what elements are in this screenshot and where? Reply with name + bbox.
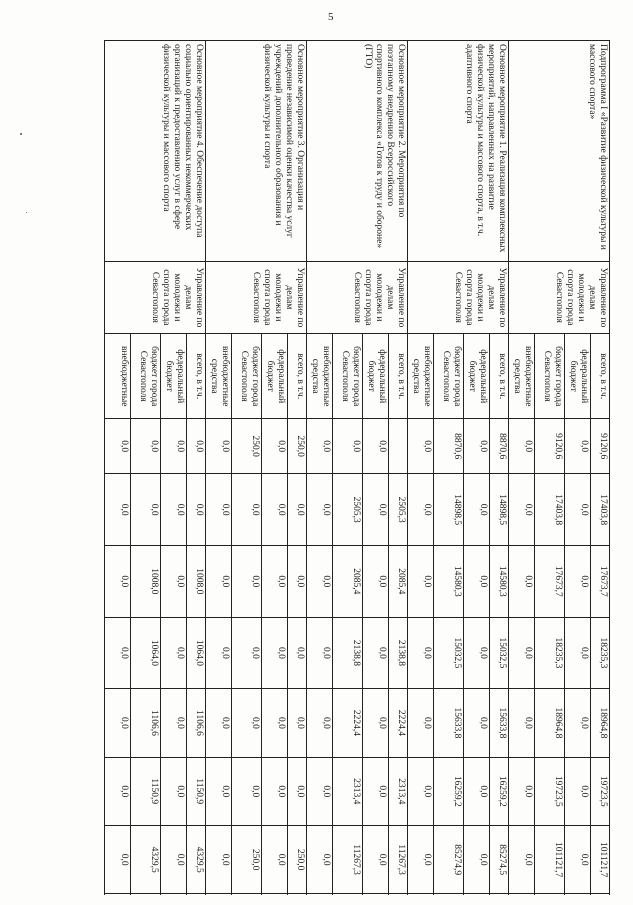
funding-source-cell: всего, в т.ч. [591,334,610,419]
amount-cell: 2505,3 [389,474,408,546]
amount-cell: 0,0 [187,474,206,546]
scan-speck [20,133,22,135]
amount-cell: 14580,3 [490,545,509,617]
amount-cell: 0,0 [464,825,490,893]
table-row [490,41,509,896]
amount-cell: 0,0 [333,419,363,474]
empty-cell [187,894,206,895]
amount-cell: 2085,4 [333,545,363,617]
empty-cell [490,894,509,895]
amount-cell: 2138,8 [333,617,363,689]
amount-cell: 19723,5 [535,757,565,825]
amount-cell: 0,0 [262,474,288,546]
amount-cell: 0,0 [307,825,333,893]
amount-cell: 0,0 [288,617,307,689]
table-row [389,41,408,896]
amount-cell: 14898,5 [490,474,509,546]
amount-cell: 0,0 [509,617,535,689]
amount-cell: 0,0 [262,419,288,474]
amount-cell: 14580,3 [434,545,464,617]
amount-cell: 15633,8 [490,689,509,757]
amount-cell: 0,0 [206,689,232,757]
amount-cell: 18964,8 [535,689,565,757]
amount-cell: 0,0 [464,757,490,825]
amount-cell: 0,0 [232,757,262,825]
amount-cell: 0,0 [105,474,131,546]
amount-cell: 0,0 [565,825,591,893]
budget-table [104,40,610,895]
amount-cell: 0,0 [206,474,232,546]
empty-cell [288,894,307,895]
empty-cell [434,894,464,895]
amount-cell: 0,0 [565,757,591,825]
amount-cell: 2313,4 [333,757,363,825]
amount-cell: 17673,7 [535,545,565,617]
empty-cell [307,894,333,895]
amount-cell: 0,0 [363,825,389,893]
amount-cell: 2505,3 [333,474,363,546]
program-name-cell: Подпрограмма I «Развитие физической культуры и массового спорта» [509,41,610,262]
amount-cell: 8870,6 [434,419,464,474]
amount-cell: 0,0 [288,689,307,757]
executor-cell: Управление по делам молодежи и спорта города Севастополя [408,261,509,334]
amount-cell: 18235,3 [535,617,565,689]
funding-source-cell: всего, в т.ч. [187,334,206,419]
amount-cell: 17403,8 [591,474,610,546]
amount-cell: 1150,9 [131,757,161,825]
amount-cell: 0,0 [408,419,434,474]
funding-source-cell: внебюджетные средства [509,334,535,419]
program-name-cell: Основное мероприятие 2. Мероприятия по поэтапному внедрению Всероссийского спортивного комплекса «Готов к труду и обороне» (ГТО) [307,41,408,262]
amount-cell: 0,0 [464,617,490,689]
amount-cell: 11267,3 [333,825,363,893]
amount-cell: 0,0 [232,617,262,689]
amount-cell: 0,0 [105,617,131,689]
amount-cell: 1106,6 [187,689,206,757]
amount-cell: 1008,0 [131,545,161,617]
amount-cell: 0,0 [105,757,131,825]
funding-source-cell: бюджет города Севастополя [131,334,161,419]
amount-cell: 19723,5 [591,757,610,825]
amount-cell: 15633,8 [434,689,464,757]
amount-cell: 0,0 [565,419,591,474]
empty-cell [363,894,389,895]
budget-table-body [105,41,610,896]
amount-cell: 1150,9 [187,757,206,825]
amount-cell: 250,0 [288,419,307,474]
amount-cell: 0,0 [307,474,333,546]
amount-cell: 0,0 [161,757,187,825]
amount-cell: 0,0 [161,545,187,617]
amount-cell: 0,0 [408,757,434,825]
amount-cell: 0,0 [161,825,187,893]
amount-cell: 0,0 [408,617,434,689]
amount-cell: 250,0 [232,825,262,893]
amount-cell: 18235,3 [591,617,610,689]
amount-cell: 0,0 [262,617,288,689]
amount-cell: 0,0 [565,474,591,546]
amount-cell: 0,0 [307,545,333,617]
amount-cell: 2138,8 [389,617,408,689]
empty-cell [389,894,408,895]
amount-cell: 0,0 [408,825,434,893]
funding-source-cell: внебюджетные средства [206,334,232,419]
amount-cell: 0,0 [232,474,262,546]
empty-cell [408,894,434,895]
amount-cell: 0,0 [161,474,187,546]
amount-cell: 0,0 [509,419,535,474]
amount-cell: 9120,6 [535,419,565,474]
amount-cell: 0,0 [408,689,434,757]
amount-cell: 101121,7 [591,825,610,893]
amount-cell: 1064,0 [187,617,206,689]
amount-cell: 0,0 [105,825,131,893]
funding-source-cell: внебюджетные [105,334,131,419]
amount-cell: 0,0 [232,689,262,757]
funding-source-cell: бюджет города Севастополя [333,334,363,419]
amount-cell: 0,0 [232,545,262,617]
amount-cell: 0,0 [307,419,333,474]
empty-cell [591,894,610,895]
funding-source-cell: федеральный бюджет [464,334,490,419]
amount-cell: 0,0 [206,617,232,689]
executor-cell: Управление по делам молодежи и спорта города Севастополя [105,261,206,334]
amount-cell: 250,0 [232,419,262,474]
amount-cell: 0,0 [363,419,389,474]
amount-cell: 0,0 [105,689,131,757]
amount-cell: 0,0 [161,689,187,757]
funding-source-cell: бюджет города Севастополя [232,334,262,419]
empty-cell [232,894,262,895]
amount-cell: 0,0 [161,419,187,474]
program-name-cell: Основное мероприятие 4. Обеспечение доступа социально ориентированных некоммерческих организаций к предоставлению услуг в сфере физической культуры и массового спорта [105,41,206,262]
empty-cell [565,894,591,895]
amount-cell: 0,0 [206,825,232,893]
empty-cell [262,894,288,895]
amount-cell: 17403,8 [535,474,565,546]
funding-source-cell: всего, в т.ч. [288,334,307,419]
amount-cell: 1064,0 [131,617,161,689]
amount-cell: 0,0 [307,617,333,689]
empty-cell [105,894,131,895]
amount-cell: 0,0 [363,474,389,546]
amount-cell: 16259,2 [490,757,509,825]
amount-cell: 0,0 [288,757,307,825]
amount-cell: 2313,4 [389,757,408,825]
amount-cell: 0,0 [206,757,232,825]
executor-cell: Управление по делам молодежи и спорта города Севастополя [307,261,408,334]
funding-source-cell: федеральный бюджет [161,334,187,419]
table-row [288,41,307,896]
amount-cell: 0,0 [408,545,434,617]
amount-cell: 0,0 [565,545,591,617]
rotated-table-wrapper [120,40,610,895]
amount-cell: 8870,6 [490,419,509,474]
amount-cell: 250,0 [288,825,307,893]
table-row [187,41,206,896]
amount-cell: 0,0 [262,545,288,617]
amount-cell: 0,0 [131,474,161,546]
amount-cell: 0,0 [408,474,434,546]
funding-source-cell: бюджет города Севастополя [434,334,464,419]
amount-cell: 0,0 [288,474,307,546]
amount-cell: 2085,4 [389,545,408,617]
funding-source-cell: федеральный бюджет [363,334,389,419]
amount-cell: 0,0 [206,419,232,474]
executor-cell: Управление по делам молодежи и спорта города Севастополя [509,261,610,334]
table-row [591,41,610,896]
empty-cell [535,894,565,895]
funding-source-cell: федеральный бюджет [565,334,591,419]
amount-cell: 0,0 [206,545,232,617]
empty-cell [161,894,187,895]
amount-cell: 0,0 [565,689,591,757]
amount-cell [389,419,408,474]
amount-cell: 0,0 [509,545,535,617]
amount-cell: 85274,5 [490,825,509,893]
amount-cell: 0,0 [363,757,389,825]
amount-cell: 0,0 [509,474,535,546]
amount-cell: 0,0 [262,757,288,825]
empty-cell [206,894,232,895]
funding-source-cell: федеральный бюджет [262,334,288,419]
amount-cell: 0,0 [187,419,206,474]
amount-cell: 14898,5 [434,474,464,546]
page-number: 5 [328,11,334,23]
amount-cell: 0,0 [464,545,490,617]
amount-cell: 0,0 [105,545,131,617]
funding-source-cell: бюджет города Севастополя [535,334,565,419]
amount-cell: 1008,0 [187,545,206,617]
amount-cell: 4329,5 [131,825,161,893]
amount-cell: 9120,6 [591,419,610,474]
empty-cell [509,894,535,895]
amount-cell: 18964,8 [591,689,610,757]
amount-cell: 0,0 [509,757,535,825]
amount-cell: 0,0 [363,689,389,757]
amount-cell: 0,0 [464,474,490,546]
funding-source-cell: внебюджетные средства [307,334,333,419]
amount-cell: 0,0 [262,689,288,757]
amount-cell: 0,0 [464,419,490,474]
amount-cell: 15032,5 [434,617,464,689]
amount-cell: 4329,5 [187,825,206,893]
funding-source-cell: внебюджетные средства [408,334,434,419]
amount-cell: 0,0 [509,689,535,757]
empty-cell [333,894,363,895]
program-name-cell: Основное мероприятие 3. Организация и проведение независимой оценки качества услуг учреждений дополнительного образования и физической культуры и спорта [206,41,307,262]
funding-source-cell: всего, в т.ч. [490,334,509,419]
funding-source-cell: всего, в т.ч. [389,334,408,419]
amount-cell: 0,0 [363,545,389,617]
scan-speck [26,212,27,213]
amount-cell: 101121,7 [535,825,565,893]
empty-cell [131,894,161,895]
amount-cell: 2224,4 [333,689,363,757]
amount-cell: 11267,3 [389,825,408,893]
amount-cell: 0,0 [105,419,131,474]
amount-cell: 16259,2 [434,757,464,825]
amount-cell: 17673,7 [591,545,610,617]
amount-cell: 2224,4 [389,689,408,757]
amount-cell: 15032,5 [490,617,509,689]
amount-cell: 85274,9 [434,825,464,893]
amount-cell: 0,0 [307,757,333,825]
program-name-cell: Основное мероприятие 1. Реализация комплексных мероприятий, направленных на развитие физической культуры и массового спорта, в т.ч. адаптивного спорта [408,41,509,262]
amount-cell: 0,0 [464,689,490,757]
amount-cell: 0,0 [131,419,161,474]
amount-cell: 0,0 [363,617,389,689]
amount-cell: 0,0 [161,617,187,689]
amount-cell: 0,0 [509,825,535,893]
executor-cell: Управление по делам молодежи и спорта города Севастополя [206,261,307,334]
amount-cell: 0,0 [307,689,333,757]
amount-cell: 0,0 [288,545,307,617]
amount-cell: 1106,6 [131,689,161,757]
amount-cell: 0,0 [262,825,288,893]
empty-cell [464,894,490,895]
amount-cell: 0,0 [565,617,591,689]
